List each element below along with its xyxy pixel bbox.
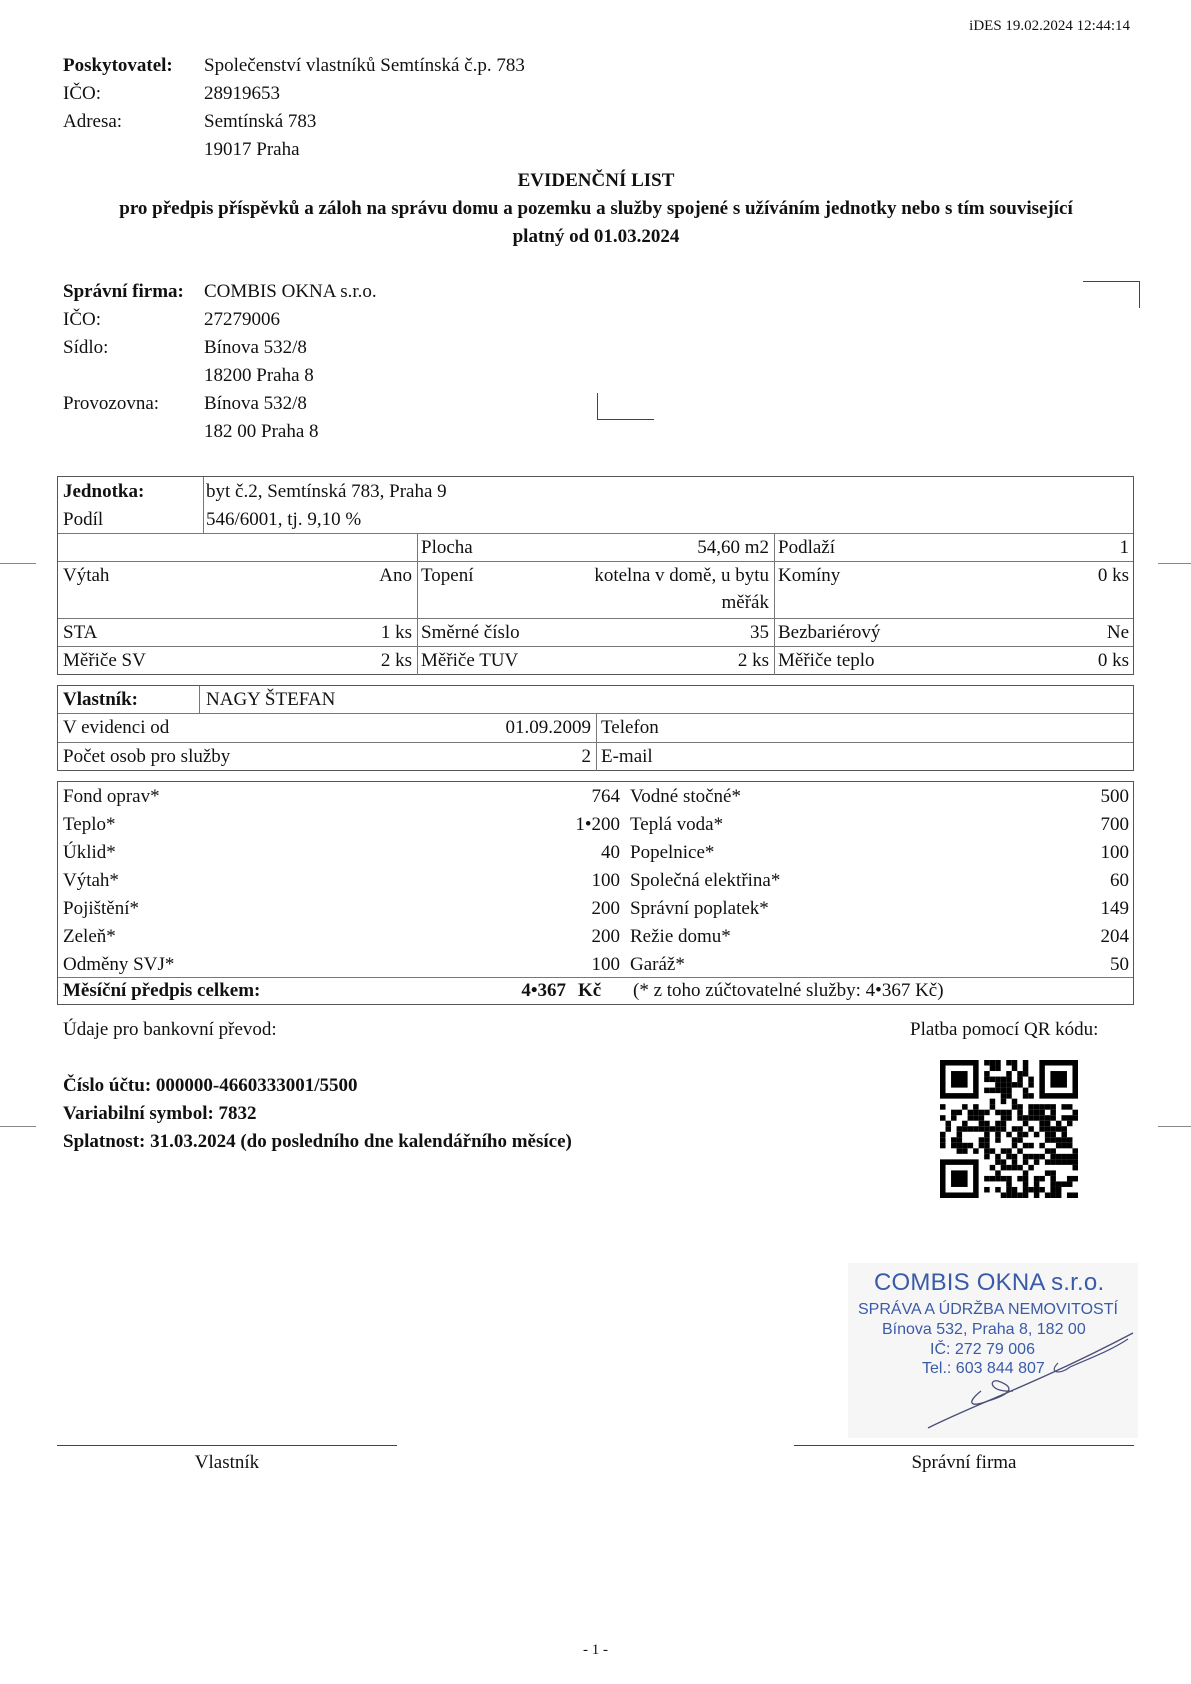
meters-hw-label: Měřiče TUV	[421, 650, 519, 671]
manager-name: COMBIS OKNA s.r.o.	[204, 281, 377, 302]
manager-label: Správní firma:	[63, 281, 184, 302]
fee-value: 200	[591, 926, 620, 947]
fee-label: Režie domu*	[630, 926, 731, 947]
fee-value: 100	[591, 954, 620, 975]
persons-value: 2	[581, 746, 591, 767]
fee-value: 149	[1100, 898, 1129, 919]
provider-address-label: Adresa:	[63, 111, 123, 132]
heating-value-line1: kotelna v domě, u bytu	[594, 565, 769, 586]
qr-heading: Platba pomocí QR kódu:	[910, 1019, 1099, 1040]
handwritten-signature	[848, 1263, 1138, 1438]
title-line2: pro předpis příspěvků a záloh na správu domu a pozemku a služby spojené s užíváním jednotky nebo s tím související	[119, 198, 1073, 219]
meters-heat-label: Měřiče teplo	[778, 650, 875, 671]
floor-value: 1	[1119, 537, 1129, 558]
manager-office-line2: 182 00 Praha 8	[204, 421, 319, 442]
fee-label: Správní poplatek*	[630, 898, 769, 919]
manager-seat-label: Sídlo:	[63, 337, 109, 358]
provider-address-line2: 19017 Praha	[204, 139, 300, 160]
provider-ico: 28919653	[204, 83, 280, 104]
fold-mark	[1158, 1126, 1191, 1127]
fee-value: 50	[1110, 954, 1129, 975]
stamp-line4: IČ: 272 79 006	[930, 1341, 1035, 1358]
barrier-label: Bezbariérový	[778, 622, 881, 643]
fee-value: 500	[1100, 786, 1129, 807]
email-label: E-mail	[601, 746, 653, 767]
index-value: 35	[750, 622, 769, 643]
print-timestamp: iDES 19.02.2024 12:44:14	[969, 18, 1130, 34]
provider-name: Společenství vlastníků Semtínská č.p. 783	[204, 55, 525, 76]
share-label: Podíl	[63, 509, 104, 530]
index-label: Směrné číslo	[421, 622, 520, 643]
fee-value: 764	[591, 786, 620, 807]
fee-value: 60	[1110, 870, 1129, 891]
fee-value: 204	[1100, 926, 1129, 947]
manager-seat-line2: 18200 Praha 8	[204, 365, 314, 386]
manager-seat-line1: Bínova 532/8	[204, 337, 307, 358]
window-corner-mark	[1083, 281, 1140, 308]
unit-label: Jednotka:	[63, 481, 145, 502]
owner-signature-line	[57, 1445, 397, 1446]
fees-table	[57, 781, 1134, 1005]
share-value: 546/6001, tj. 9,10 %	[206, 509, 362, 530]
meters-cw-value: 2 ks	[380, 650, 412, 671]
lift-label: Výtah	[63, 565, 110, 586]
fee-label: Výtah*	[63, 870, 119, 891]
due-date: Splatnost: 31.03.2024 (do posledního dne kalendářního měsíce)	[63, 1131, 572, 1152]
meters-hw-value: 2 ks	[737, 650, 769, 671]
total-currency: Kč	[578, 980, 602, 1001]
manager-signature-line	[794, 1445, 1134, 1446]
stamp-line3: Bínova 532, Praha 8, 182 00	[882, 1321, 1086, 1338]
provider-block	[63, 52, 663, 164]
barrier-value: Ne	[1106, 622, 1129, 643]
stamp-line1: COMBIS OKNA s.r.o.	[874, 1269, 1105, 1296]
floor-label: Podlaží	[778, 537, 835, 558]
fee-value: 200	[591, 898, 620, 919]
owner-signature-label: Vlastník	[194, 1452, 260, 1473]
total-label: Měsíční předpis celkem:	[63, 980, 261, 1001]
bank-heading-block	[63, 1016, 277, 1044]
fold-mark	[0, 1126, 36, 1127]
fee-label: Zeleň*	[63, 926, 116, 947]
document-title	[63, 167, 1129, 251]
manager-block	[63, 278, 663, 446]
sta-value: 1 ks	[380, 622, 412, 643]
qr-code-image	[940, 1060, 1078, 1198]
owner-name: NAGY ŠTEFAN	[206, 689, 336, 710]
heating-value-line2: měřák	[721, 592, 769, 613]
fee-value: 100	[591, 870, 620, 891]
fee-value: 40	[601, 842, 620, 863]
fold-mark	[0, 563, 36, 564]
company-stamp	[848, 1263, 1138, 1438]
fee-label: Úklid*	[63, 842, 116, 863]
owner-label: Vlastník:	[63, 689, 138, 710]
area-value: 54,60 m2	[697, 537, 769, 558]
manager-ico: 27279006	[204, 309, 280, 330]
provider-ico-label: IČO:	[63, 83, 101, 104]
meters-heat-value: 0 ks	[1097, 650, 1129, 671]
persons-label: Počet osob pro služby	[63, 746, 231, 767]
provider-label: Poskytovatel:	[63, 55, 173, 76]
fee-label: Popelnice*	[630, 842, 715, 863]
fee-label: Vodné stočné*	[630, 786, 741, 807]
fee-label: Odměny SVJ*	[63, 954, 175, 975]
meters-cw-label: Měřiče SV	[63, 650, 146, 671]
chimneys-label: Komíny	[778, 565, 841, 586]
fee-label: Teplo*	[63, 814, 116, 835]
fee-label: Teplá voda*	[630, 814, 724, 835]
account-number: Číslo účtu: 000000-4660333001/5500	[63, 1075, 358, 1096]
area-label: Plocha	[421, 537, 473, 558]
unit-table	[57, 476, 1134, 675]
sta-label: STA	[63, 622, 98, 643]
total-note: (* z toho zúčtovatelné služby: 4•367 Kč)	[633, 980, 944, 1001]
provider-address-line1: Semtínská 783	[204, 111, 317, 132]
page-number: - 1 -	[583, 1642, 608, 1658]
fee-label: Garáž*	[630, 954, 685, 975]
total-value: 4•367	[521, 980, 566, 1001]
fee-label: Společná elektřina*	[630, 870, 781, 891]
since-value: 01.09.2009	[505, 717, 591, 738]
chimneys-value: 0 ks	[1097, 565, 1129, 586]
title-line3: platný od 01.03.2024	[512, 226, 680, 247]
phone-label: Telefon	[601, 717, 659, 738]
bank-heading: Údaje pro bankovní převod:	[63, 1019, 277, 1040]
manager-office-label: Provozovna:	[63, 393, 160, 414]
lift-value: Ano	[379, 565, 412, 586]
manager-office-line1: Bínova 532/8	[204, 393, 307, 414]
fee-value: 1•200	[575, 814, 620, 835]
fee-value: 700	[1100, 814, 1129, 835]
fold-mark	[1158, 563, 1191, 564]
payment-details	[63, 1072, 572, 1156]
manager-ico-label: IČO:	[63, 309, 101, 330]
manager-signature-label: Správní firma	[911, 1452, 1017, 1473]
window-corner-mark	[597, 393, 654, 420]
fee-label: Pojištění*	[63, 898, 140, 919]
fee-value: 100	[1100, 842, 1129, 863]
fee-label: Fond oprav*	[63, 786, 160, 807]
unit-value: byt č.2, Semtínská 783, Praha 9	[206, 481, 447, 502]
stamp-line2: SPRÁVA A ÚDRŽBA NEMOVITOSTÍ	[858, 1301, 1118, 1318]
title-line1: EVIDENČNÍ LIST	[517, 170, 675, 191]
owner-table	[57, 685, 1134, 771]
variable-symbol: Variabilní symbol: 7832	[63, 1103, 257, 1124]
heating-label: Topení	[421, 565, 474, 586]
stamp-line5: Tel.: 603 844 807	[922, 1360, 1045, 1377]
since-label: V evidenci od	[63, 717, 170, 738]
